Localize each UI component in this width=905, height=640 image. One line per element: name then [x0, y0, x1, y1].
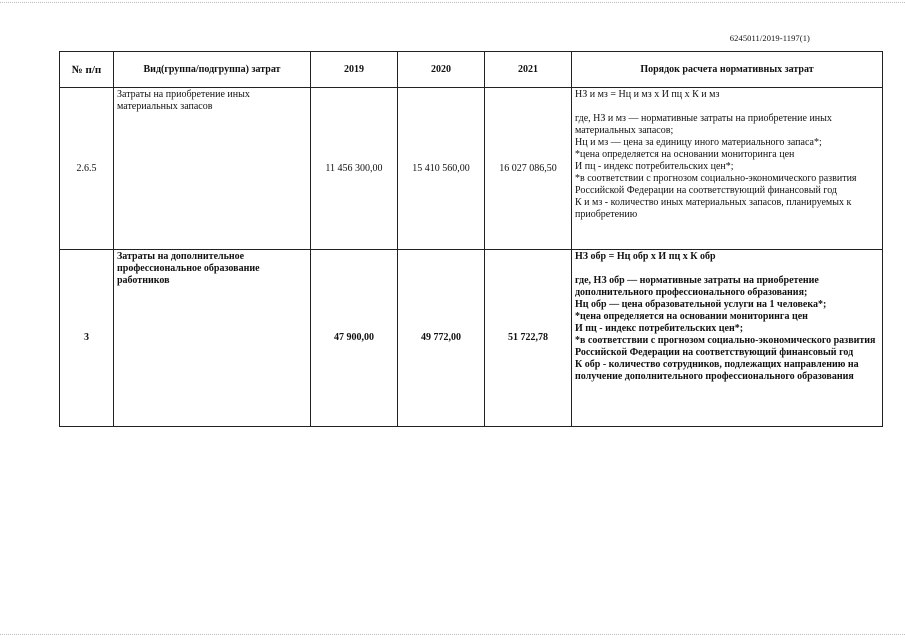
table-header-row [60, 52, 883, 88]
formula: НЗ и мз = Нц и мз х И пц х К и мз [575, 89, 720, 100]
method-line: где, НЗ обр — нормативные затраты на приобретение дополнительного профессионального образования; [575, 275, 819, 298]
header-year-2021: 2021 [485, 52, 572, 88]
method-line: И пц - индекс потребительских цен*; [575, 323, 744, 334]
method-line: *в соответствии с прогнозом социально-экономического развития Российской Федерации на соответствующий финансовый год [575, 335, 876, 358]
cost-type: Затраты на дополнительное профессиональное образование работников [114, 250, 311, 427]
cost-type: Затраты на приобретение иных материальных запасов [114, 88, 311, 250]
scan-edge-bottom [0, 634, 905, 636]
method-line: *цена определяется на основании мониторинга цен [575, 149, 795, 160]
row-number: 3 [60, 250, 114, 427]
header-calculation-method: Порядок расчета нормативных затрат [572, 52, 883, 88]
scan-edge-top [0, 2, 905, 4]
value-2020: 15 410 560,00 [398, 88, 485, 250]
cost-calculation-table [59, 51, 883, 427]
method-line: *в соответствии с прогнозом социально-экономического развития Российской Федерации на соответствующий финансовый год [575, 173, 857, 196]
table-row [60, 88, 883, 250]
value-2019: 47 900,00 [311, 250, 398, 427]
method-line: где, НЗ и мз — нормативные затраты на приобретение иных материальных запасов; [575, 113, 832, 136]
table-row [60, 250, 883, 427]
spacer [575, 263, 880, 275]
calculation-method [572, 88, 883, 250]
method-line: Нц обр — цена образовательной услуги на 1 человека*; [575, 299, 827, 310]
method-line: К обр - количество сотрудников, подлежащих направлению на получение дополнительного профессионального образования [575, 359, 859, 382]
header-year-2019: 2019 [311, 52, 398, 88]
method-line: *цена определяется на основании мониторинга цен [575, 311, 808, 322]
calculation-method [572, 250, 883, 427]
value-2021: 16 027 086,50 [485, 88, 572, 250]
header-cost-type: Вид(группа/подгруппа) затрат [114, 52, 311, 88]
row-number: 2.6.5 [60, 88, 114, 250]
header-num: № п/п [60, 52, 114, 88]
method-line: К и мз - количество иных материальных запасов, планируемых к приобретению [575, 197, 852, 220]
formula: НЗ обр = Нц обр х И пц х К обр [575, 251, 716, 262]
value-2021: 51 722,78 [485, 250, 572, 427]
value-2019: 11 456 300,00 [311, 88, 398, 250]
value-2020: 49 772,00 [398, 250, 485, 427]
header-year-2020: 2020 [398, 52, 485, 88]
spacer [575, 101, 880, 113]
method-line: И пц - индекс потребительских цен*; [575, 161, 734, 172]
method-line: Нц и мз — цена за единицу иного материального запаса*; [575, 137, 822, 148]
document-number: 6245011/2019-1197(1) [729, 33, 810, 43]
